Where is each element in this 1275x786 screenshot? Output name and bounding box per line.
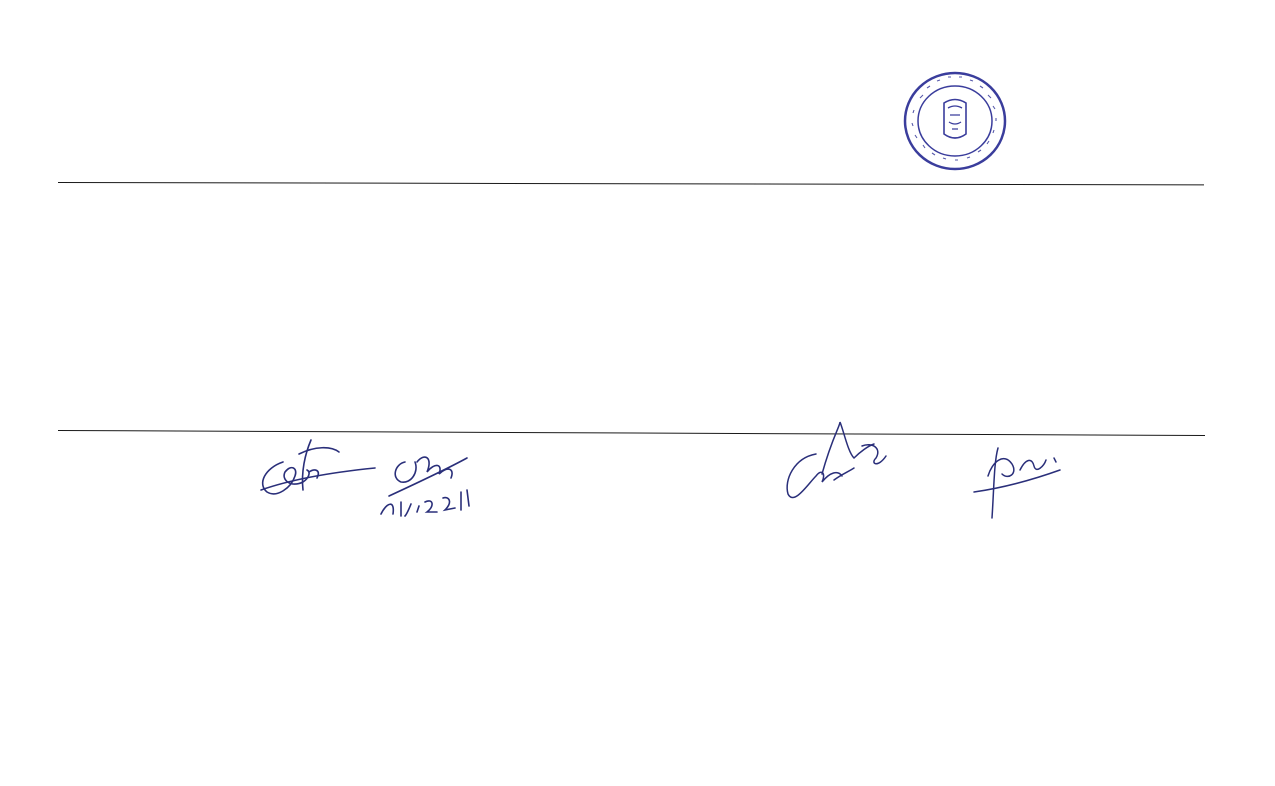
header-divider xyxy=(58,182,1204,185)
college-seal-icon xyxy=(900,68,1010,174)
chairman-signature-icon xyxy=(782,418,1072,522)
prepared-by-signature-icon xyxy=(255,432,495,524)
